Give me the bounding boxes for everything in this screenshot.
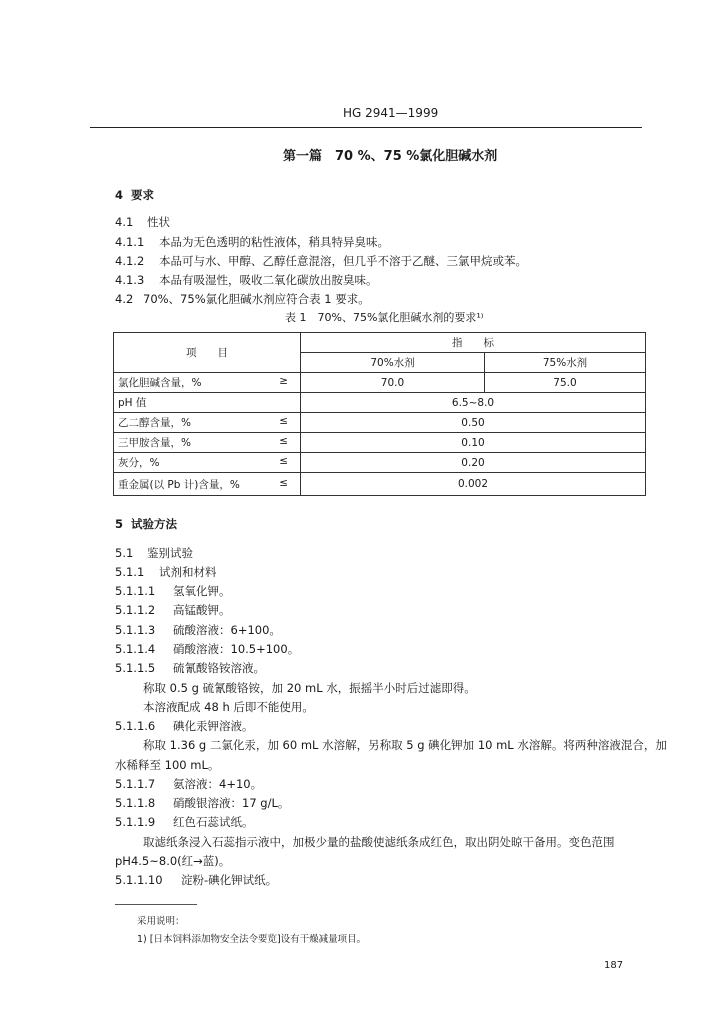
clause-text: pH4.5~8.0(红→蓝)。 — [115, 854, 231, 868]
clause-text: 70%、75%氯化胆碱水剂应符合表 1 要求。 — [143, 292, 370, 306]
table-row — [114, 373, 646, 393]
table-row — [114, 453, 646, 473]
clause — [115, 623, 281, 637]
clause-number: 5.1.1.8 — [115, 796, 156, 810]
clause-number: 4.2 — [115, 292, 134, 306]
clause-text: 试剂和材料 — [159, 565, 217, 579]
requirements-table — [113, 332, 646, 496]
section-title: 试验方法 — [131, 517, 178, 531]
clause-text: 硫氰酸铬铵溶液。 — [173, 661, 265, 675]
clause-text: 高锰酸钾。 — [173, 603, 231, 617]
row-item: pH 值 — [114, 393, 301, 413]
row-value: 0.10 — [301, 433, 646, 453]
paragraph — [143, 835, 615, 849]
row-value: 0.50 — [301, 413, 646, 433]
clause-text: 本品为无色透明的粘性液体，稍具特异臭味。 — [159, 235, 389, 249]
comparison-sign: ≤ — [279, 455, 288, 467]
clause-number: 5.1.1.4 — [115, 642, 156, 656]
paragraph — [143, 700, 314, 714]
footnote-text: 1) [日本饲料添加物安全法令要览]设有干燥减量项目。 — [137, 934, 367, 945]
clause — [115, 546, 193, 560]
table-header-row — [114, 333, 646, 353]
clause-text: 本品可与水、甲醇、乙醇任意混溶，但几乎不溶于乙醚、三氯甲烷或苯。 — [159, 254, 527, 268]
header-indicator: 指 标 — [301, 333, 646, 353]
clause-text: 水稀释至 100 mL。 — [115, 758, 220, 772]
clause-number: 5.1.1.5 — [115, 661, 156, 675]
clause-number: 4.1.2 — [115, 254, 145, 268]
section-number: 4 — [115, 188, 124, 202]
footnote-rule — [115, 904, 197, 905]
comparison-sign: ≤ — [279, 476, 288, 489]
clause-text: 称取 1.36 g 二氯化汞，加 60 mL 水溶解，另称取 5 g 碘化钾加 10 mL 水溶解。将两种溶液混合，加 — [143, 738, 667, 752]
clause — [115, 642, 299, 656]
comparison-sign: ≤ — [279, 415, 288, 427]
table-row — [114, 473, 646, 496]
clause-text: 碘化汞钾溶液。 — [173, 719, 254, 733]
table-caption: 表 1 70%、75%氯化胆碱水剂的要求¹⁾ — [285, 311, 484, 324]
clause — [115, 719, 254, 733]
row-item: 三甲胺含量，% ≤ — [114, 433, 301, 453]
page-title: 第一篇 70 %、75 %氯化胆碱水剂 — [283, 149, 498, 164]
clause — [115, 661, 265, 675]
row-item: 氯化胆碱含量，% ≥ — [114, 373, 301, 393]
row-value: 6.5~8.0 — [301, 393, 646, 413]
clause — [115, 603, 231, 617]
footnote-label: 采用说明： — [137, 916, 185, 927]
clause-text: 淀粉-碘化钾试纸。 — [181, 873, 278, 887]
clause — [115, 873, 277, 887]
section-number: 5 — [115, 517, 124, 531]
clause-number: 5.1.1.2 — [115, 603, 156, 617]
table-row — [114, 433, 646, 453]
header-75: 75%水剂 — [485, 353, 646, 373]
header-70: 70%水剂 — [301, 353, 485, 373]
clause-number: 5.1.1.9 — [115, 815, 156, 829]
paragraph — [143, 681, 476, 695]
table-row — [114, 413, 646, 433]
section-4-heading — [115, 188, 154, 202]
comparison-sign: ≥ — [279, 375, 288, 387]
comparison-sign: ≤ — [279, 435, 288, 447]
row-item: 灰分，% ≤ — [114, 453, 301, 473]
clause — [115, 292, 370, 306]
clause-number: 5.1.1.10 — [115, 873, 163, 887]
clause — [115, 254, 527, 268]
clause-text: 性状 — [147, 215, 170, 229]
clause — [115, 777, 262, 791]
paragraph — [143, 738, 667, 752]
clause-number: 5.1.1.6 — [115, 719, 156, 733]
section-title: 要求 — [131, 188, 155, 202]
clause-text: 本溶液配成 48 h 后即不能使用。 — [143, 700, 314, 714]
clause-text: 硝酸溶液：10.5+100。 — [173, 642, 300, 656]
clause — [115, 215, 170, 229]
clause-text: 红色石蕊试纸。 — [173, 815, 254, 829]
row-item: 重金属(以 Pb 计)含量，% ≤ — [114, 473, 301, 496]
row-value: 0.002 — [301, 473, 646, 496]
clause-number: 5.1.1.7 — [115, 777, 156, 791]
clause-number: 4.1 — [115, 215, 134, 229]
clause-number: 5.1.1 — [115, 565, 145, 579]
clause — [115, 235, 389, 249]
clause-text: 取滤纸条浸入石蕊指示液中，加极少量的盐酸使滤纸条成红色，取出阴处晾干备用。变色范围 — [143, 835, 615, 849]
paragraph — [115, 854, 230, 868]
table-row — [114, 393, 646, 413]
clause — [115, 565, 217, 579]
header-rule — [90, 127, 642, 128]
clause-text: 鉴别试验 — [147, 546, 193, 560]
row-value-75: 75.0 — [485, 373, 646, 393]
clause-text: 硝酸银溶液：17 g/L。 — [173, 796, 290, 810]
row-value-70: 70.0 — [301, 373, 485, 393]
clause-text: 氨溶液：4+10。 — [173, 777, 263, 791]
clause-text: 硫酸溶液：6+100。 — [173, 623, 281, 637]
clause-text: 氢氧化钾。 — [173, 584, 231, 598]
header-item: 项 目 — [114, 333, 301, 373]
row-item: 乙二醇含量，% ≤ — [114, 413, 301, 433]
clause-text: 本品有吸湿性，吸收二氧化碳放出胺臭味。 — [159, 273, 378, 287]
clause-text: 称取 0.5 g 硫氰酸铬铵，加 20 mL 水，振摇半小时后过滤即得。 — [143, 681, 476, 695]
clause — [115, 815, 254, 829]
paragraph — [115, 758, 219, 772]
standard-number: HG 2941—1999 — [343, 106, 439, 120]
clause-number: 5.1.1.1 — [115, 584, 156, 598]
clause — [115, 584, 231, 598]
row-value: 0.20 — [301, 453, 646, 473]
clause-number: 5.1.1.3 — [115, 623, 156, 637]
clause-number: 5.1 — [115, 546, 134, 560]
section-5-heading — [115, 517, 177, 531]
clause — [115, 273, 378, 287]
page-number: 187 — [604, 960, 624, 971]
clause-number: 4.1.1 — [115, 235, 145, 249]
clause-number: 4.1.3 — [115, 273, 145, 287]
clause — [115, 796, 289, 810]
